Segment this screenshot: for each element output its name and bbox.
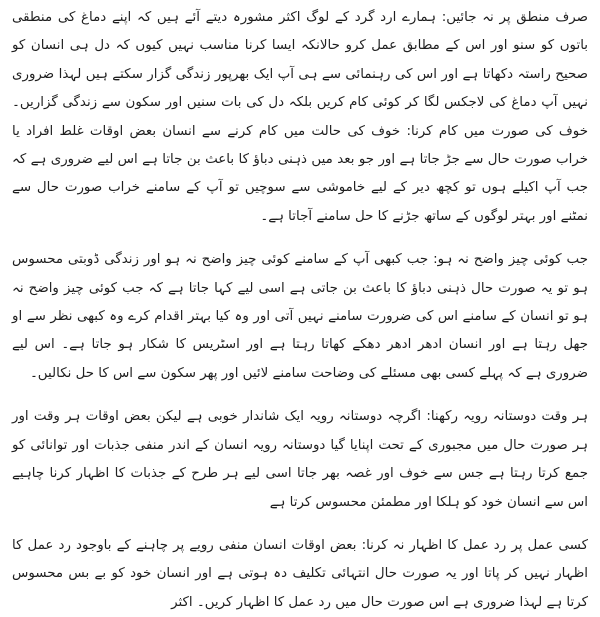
paragraph-text: ہمارے ارد گرد کے لوگ اکثر مشورہ دیتے آئے ہیں کہ اپنے دماغ کی منطقی باتوں کو سنو اور اس کے مطابق عمل کرو حالانکہ ایسا کرنا مناسب نہیں کیوں کہ دل ہی انسان کو صحیح راستہ دکھاتا ہے اور اس کی رہنمائی سے ہی آپ ایک بھرپور زندگی گزار سکتے ہیں لہذا ضروری نہیں آپ دماغ کی لاجکس لگا کر کوئی کام کریں بلکہ دل کی بات سنیں اور سکون سے زندگی گزاریں۔ خوف کی صورت میں کام کرنا: خوف کی حالت میں کام کرنے سے انسان بعض اوقات غلط افراد یا خراب صورت حال سے جڑ جاتا ہے اور جو بعد میں ذہنی دباؤ کا باعث بن جاتا ہے اس لیے ضروری ہے کہ جب آپ اکیلے ہوں تو کچھ دیر کے لیے خاموشی سے سوچیں تو آپ کے سامنے خراب صورت حال سے نمٹنے اور بہتر لوگوں کے ساتھ جڑنے کا حل سامنے آجاتا ہے۔: [12, 10, 588, 224]
paragraph-heading: کسی عمل پر رد عمل کا اظہار نہ کرنا:: [361, 537, 588, 553]
paragraph-no-reaction: [12, 532, 588, 617]
paragraph-friendly-attitude: [12, 403, 588, 517]
paragraph-text: بعض اوقات انسان منفی رویے پر چاہنے کے باوجود رد عمل کا اظہار نہیں کر پاتا اور یہ صورت حال انتہائی تکلیف دہ ہوتی ہے اور انسان خود کو بے بس محسوس کرتا ہے لہذا ضروری ہے اس صورت حال میں رد عمل کا اظہار کریں۔ اکثر: [12, 537, 588, 610]
paragraph-text: جب کبھی آپ کے سامنے کوئی چیز واضح نہ ہو اور زندگی ڈوبتی محسوس ہو تو یہ صورت حال ذہنی دباؤ کا باعث بن جاتی ہے اسی لیے کہا جاتا ہے کہ جب کوئی چیز واضح نہ ہو تو انسان کے سامنے اس کی ضرورت سامنے نہیں آتی اور وہ کیا بہتر اقدام کرے وہ کبھی نظر سے او جھل رہتا ہے اور انسان ادھر ادھر دھکے کھاتا رہتا ہے اور اسٹریس کا شکار ہو جاتا ہے۔ اس لیے ضروری ہے کہ پہلے کسی بھی مسئلے کی وضاحت سامنے لائیں اور پھر سکون سے اس کا حل نکالیں۔: [12, 252, 588, 381]
paragraph-trust-heart: [12, 4, 588, 231]
paragraph-heading: ہر وقت دوستانہ رویہ رکھنا:: [426, 409, 588, 425]
paragraph-heading: جب کوئی چیز واضح نہ ہو:: [433, 252, 588, 268]
paragraph-heading: صرف منطق پر نہ جائیں:: [441, 10, 588, 25]
paragraph-unclear-things: [12, 246, 588, 388]
paragraph-text: اگرچہ دوستانہ رویہ ایک شاندار خوبی ہے لیکن بعض اوقات ہر وقت اور ہر صورت حال میں مجبوری کے تحت اپنایا گیا دوستانہ رویہ انسان کے اندر منفی جذبات اور توانائی کو جمع کرتا رہتا ہے جس سے خوف اور غصہ بھر جاتا اسی لیے ہر طرح کے جذبات کا اظہار کرنا چاہیے اس سے انسان خود کو ہلکا اور مطمئن محسوس کرتا ہے: [12, 409, 588, 510]
